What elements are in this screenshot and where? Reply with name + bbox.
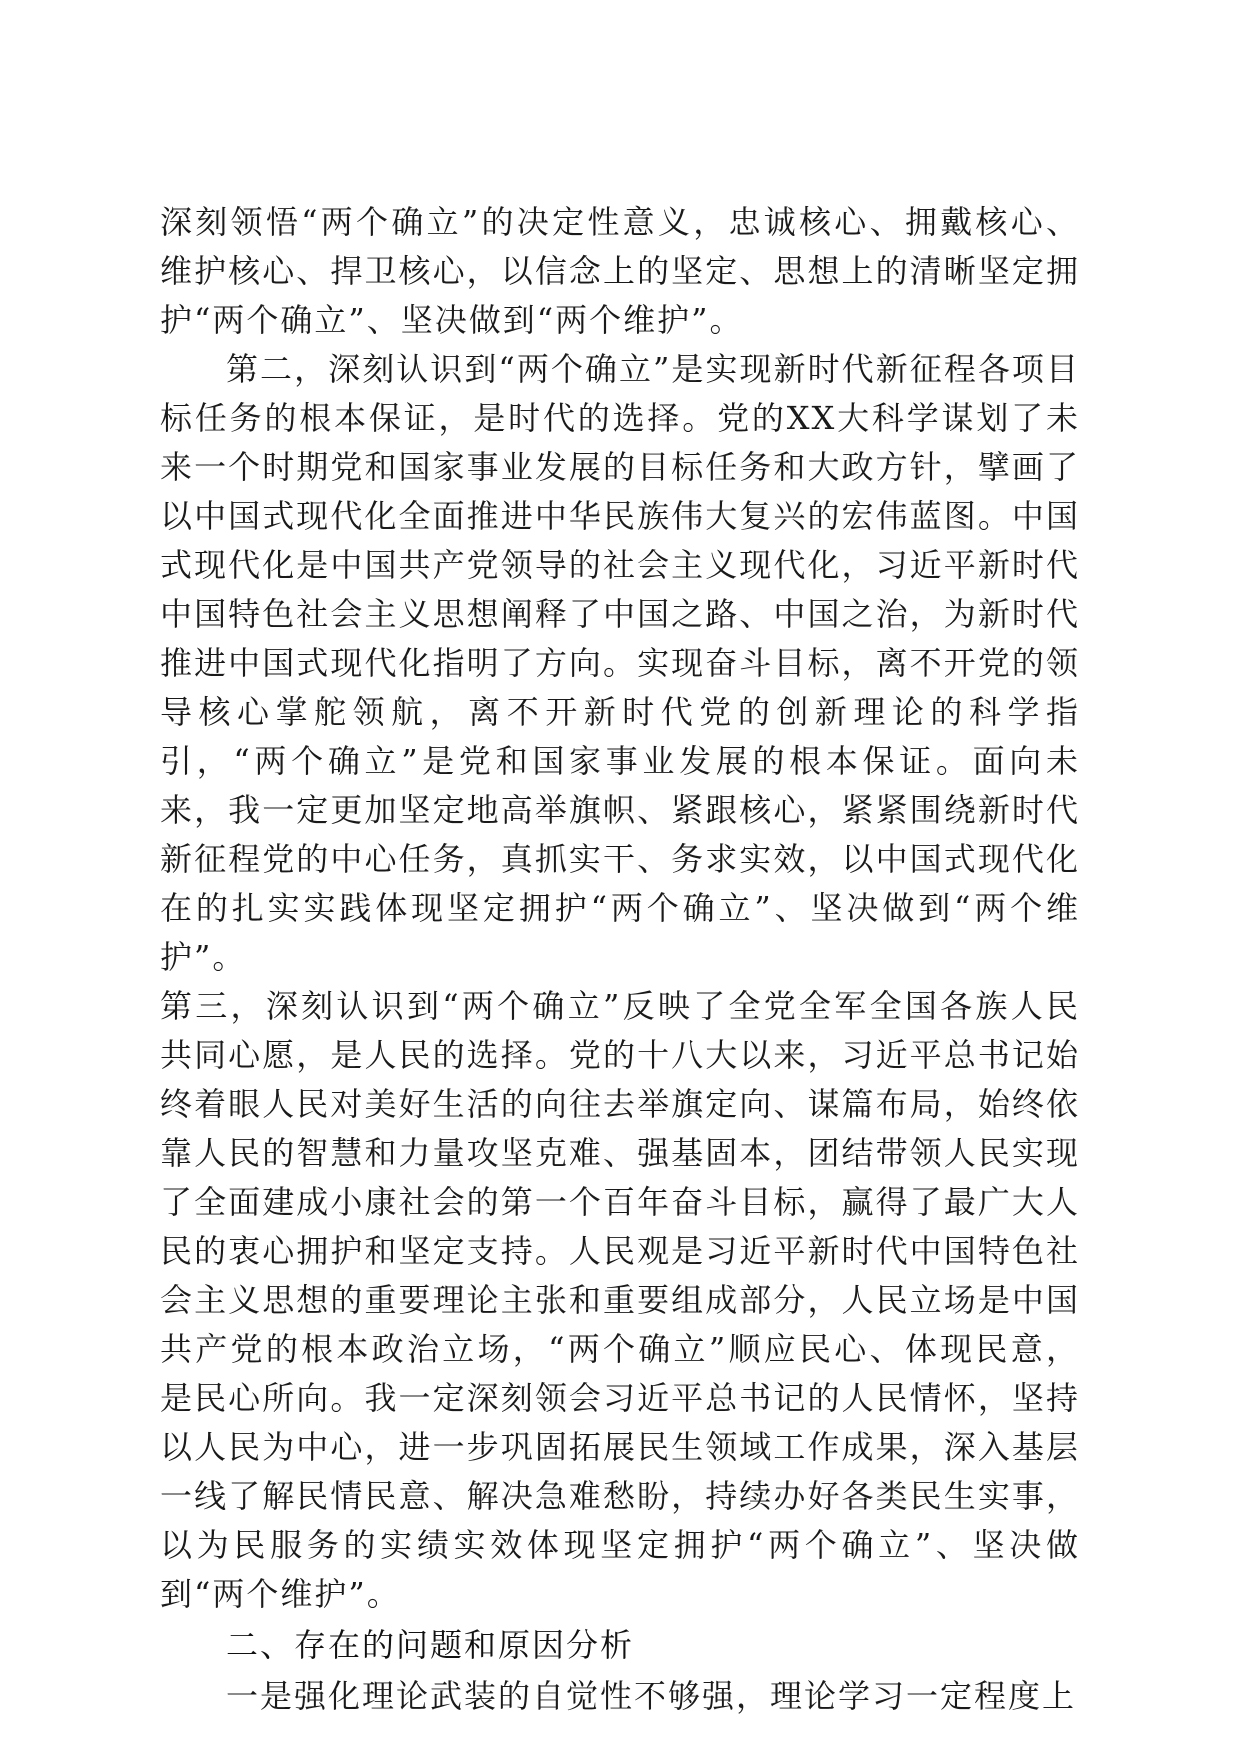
paragraph-second-point: 第二，深刻认识到“两个确立”是实现新时代新征程各项目标任务的根本保证，是时代的选择。党的XX大科学谋划了未来一个时期党和国家事业发展的目标任务和大政方针，擘画了以中国式现代化全面推进中华民族伟大复兴的宏伟蓝图。中国式现代化是中国共产党领导的社会主义现代化，习近平新时代中国特色社会主义思想阐释了中国之路、中国之治，为新时代推进中国式现代化指明了方向。实现奋斗目标，离不开党的领导核心掌舵领航，离不开新时代党的创新理论的科学指引，“两个确立”是党和国家事业发展的根本保证。面向未来，我一定更加坚定地高举旗帜、紧跟核心，紧紧围绕新时代新征程党的中心任务，真抓实干、务求实效，以中国式现代化在的扎实实践体现坚定拥护“两个确立”、坚决做到“两个维护”。 — [160, 350, 1080, 976]
paragraph-problem-one: 一是强化理论武装的自觉性不够强，理论学习一定程度上 — [226, 1677, 1077, 1715]
paragraph-third-point: 第三，深刻认识到“两个确立”反映了全党全军全国各族人民共同心愿，是人民的选择。党的十八大以来，习近平总书记始终着眼人民对美好生活的向往去举旗定向、谋篇布局，始终依靠人民的智慧和力量攻坚克难、强基固本，团结带领人民实现了全面建成小康社会的第一个百年奋斗目标，赢得了最广大人民的衷心拥护和坚定支持。人民观是习近平新时代中国特色社会主义思想的重要理论主张和重要组成部分，人民立场是中国共产党的根本政治立场，“两个确立”顺应民心、体现民意，是民心所向。我一定深刻领会习近平总书记的人民情怀，坚持以人民为中心，进一步巩固拓展民生领域工作成果，深入基层一线了解民情民意、解决急难愁盼，持续办好各类民生实事，以为民服务的实绩实效体现坚定拥护“两个确立”、坚决做到“两个维护”。 — [160, 987, 1080, 1613]
document-body — [160, 198, 1080, 1721]
section-heading: 二、存在的问题和原因分析 — [226, 1626, 635, 1664]
paragraph-continuation: 深刻领悟“两个确立”的决定性意义，忠诚核心、拥戴核心、维护核心、捍卫核心，以信念上的坚定、思想上的清晰坚定拥护“两个确立”、坚决做到“两个维护”。 — [160, 203, 1080, 339]
